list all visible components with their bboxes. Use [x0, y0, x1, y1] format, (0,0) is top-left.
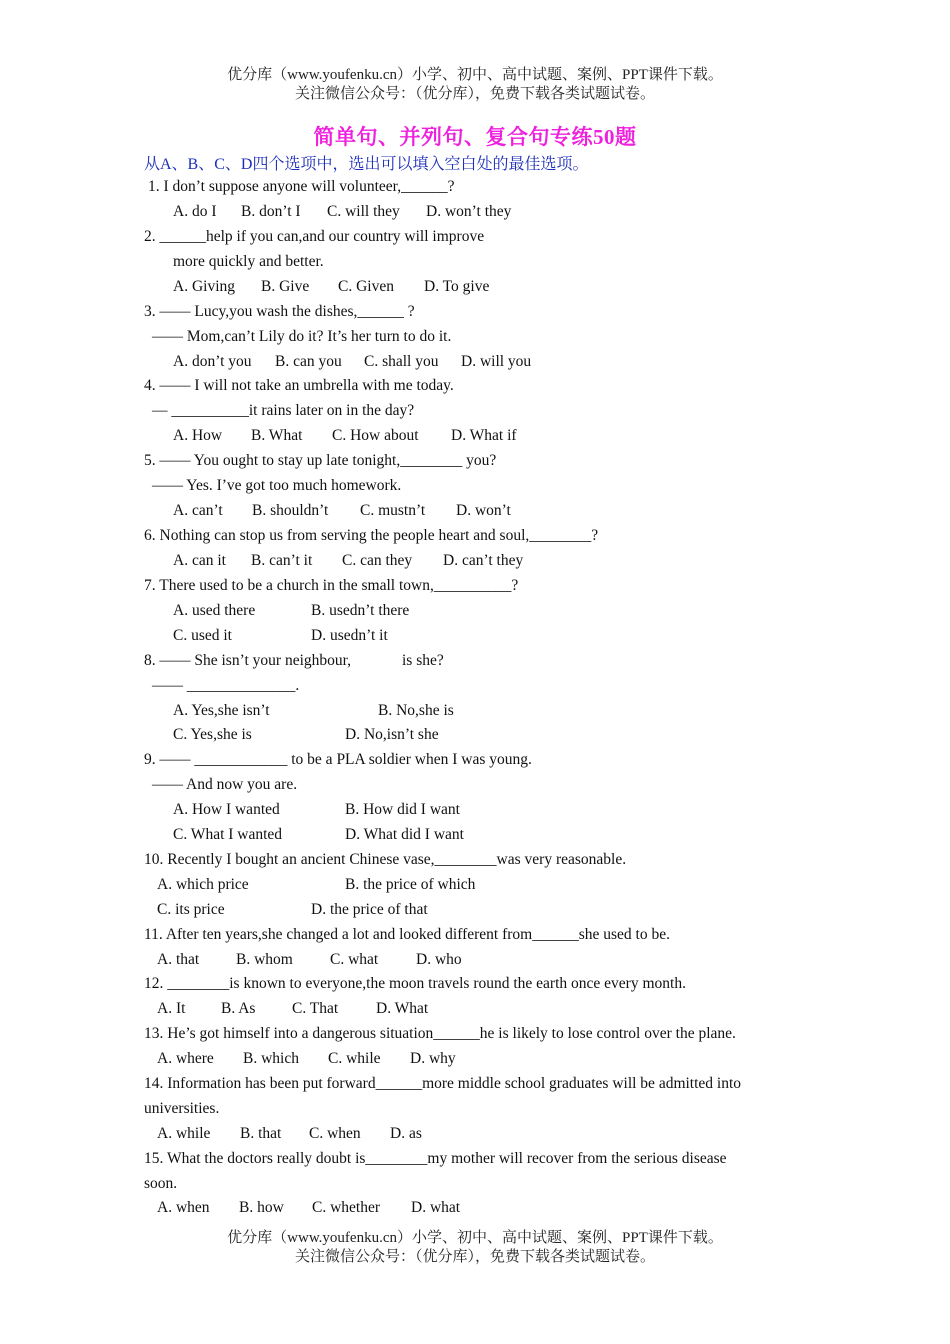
option: B. can you [275, 353, 342, 370]
option: A. while [157, 1125, 211, 1142]
option: C. Given [338, 278, 394, 295]
question-stem: 3. —— Lucy,you wash the dishes,______ ? [144, 303, 415, 320]
option: C. What I wanted [173, 826, 283, 843]
question-stem: 6. Nothing can stop us from serving the people heart and soul,________? [144, 527, 599, 544]
question-stem-continued: more quickly and better. [173, 253, 324, 270]
option: B. whom [236, 951, 293, 968]
option: D. what [411, 1199, 461, 1216]
option: C. Yes,she is [173, 726, 252, 743]
question-stem-continued: soon. [144, 1175, 178, 1192]
option: D. the price of that [311, 901, 428, 918]
option: A. How [173, 427, 223, 444]
instructions: 从A、B、C、D四个选项中，选出可以填入空白处的最佳选项。 [144, 156, 589, 173]
question-stem: 15. What the doctors really doubt is________my mother will recover from the serious disease [144, 1150, 727, 1167]
question-stem: 4. —— I will not take an umbrella with me today. [144, 377, 454, 394]
option: D. will you [461, 353, 532, 370]
option: B. No,she is [378, 702, 454, 719]
option: A. can it [173, 552, 226, 569]
question-stem: 11. After ten years,she changed a lot and looked different from______she used to be. [144, 926, 670, 943]
option: D. as [390, 1125, 422, 1142]
header-line-2: 关注微信公众号：（优分库），免费下载各类试题试卷。 [294, 86, 655, 102]
option: D. No,isn’t she [345, 726, 439, 743]
option: A. don’t you [173, 353, 252, 370]
option: C. while [328, 1050, 381, 1067]
question-stem-continued: universities. [144, 1100, 220, 1117]
option: B. can’t it [251, 552, 313, 569]
option: A. can’t [173, 502, 223, 519]
footer-line-1: 优分库（www.youfenku.cn）小学、初中、高中试题、案例、PPT课件下载。 [227, 1230, 723, 1246]
dialogue-reply: — __________it rains later on in the day? [152, 402, 415, 419]
option: D. why [410, 1050, 456, 1067]
option: C. shall you [364, 353, 439, 370]
option: B. How did I want [345, 801, 460, 818]
option: C. used it [173, 627, 232, 644]
option: D. To give [424, 278, 490, 295]
option: D. who [416, 951, 462, 968]
option: B. What [251, 427, 303, 444]
page-footer [0, 1229, 950, 1267]
option: A. where [157, 1050, 214, 1067]
header-line-1: 优分库（www.youfenku.cn）小学、初中、高中试题、案例、PPT课件下载。 [227, 67, 723, 83]
option: A. How I wanted [173, 801, 280, 818]
option: D. won’t they [426, 203, 512, 220]
option: C. whether [312, 1199, 381, 1216]
option: B. shouldn’t [252, 502, 329, 519]
option: D. What if [451, 427, 517, 444]
option: A. when [157, 1199, 210, 1216]
option: D. won’t [456, 502, 511, 519]
option: C. what [330, 951, 379, 968]
option: A. which price [157, 876, 249, 893]
option: A. Giving [173, 278, 235, 295]
question-stem-tag: is she? [402, 652, 444, 669]
question-stem: 14. Information has been put forward______more middle school graduates will be admitted into [144, 1075, 742, 1092]
dialogue-reply: —— Mom,can’t Lily do it? It’s her turn to do it. [152, 328, 452, 345]
option: C. will they [327, 203, 400, 220]
option: B. As [221, 1000, 256, 1017]
question-stem: 7. There used to be a church in the small town,__________? [144, 577, 519, 594]
question-stem: 2. ______help if you can,and our country will improve [144, 228, 485, 245]
option: A. Yes,she isn’t [173, 702, 270, 719]
option: B. which [243, 1050, 299, 1067]
question-stem: 1. I don’t suppose anyone will volunteer,______? [148, 178, 455, 195]
option: B. don’t I [241, 203, 301, 220]
question-stem: 8. —— She isn’t your neighbour, [144, 652, 352, 669]
option: A. that [157, 951, 200, 968]
option: B. usedn’t there [311, 602, 410, 619]
option: C. can they [342, 552, 413, 569]
option: D. can’t they [443, 552, 524, 569]
option: D. What [376, 1000, 429, 1017]
question-stem: 12. ________is known to everyone,the moon travels round the earth once every month. [144, 975, 686, 992]
option: B. that [240, 1125, 282, 1142]
dialogue-reply: —— Yes. I’ve got too much homework. [152, 477, 402, 494]
document-title: 简单句、并列句、复合句专练50题 [313, 125, 637, 149]
option: B. Give [261, 278, 310, 295]
option: D. usedn’t it [311, 627, 388, 644]
option: A. do I [173, 203, 217, 220]
question-stem: 13. He’s got himself into a dangerous situation______he is likely to lose control over the plane. [144, 1025, 736, 1042]
question-stem: 10. Recently I bought an ancient Chinese vase,________was very reasonable. [144, 851, 627, 868]
option: C. That [292, 1000, 339, 1017]
page-header [0, 66, 950, 104]
option: C. How about [332, 427, 419, 444]
option: C. mustn’t [360, 502, 426, 519]
option: C. its price [157, 901, 225, 918]
question-stem: 5. —— You ought to stay up late tonight,________ you? [144, 452, 497, 469]
footer-line-2: 关注微信公众号：（优分库），免费下载各类试题试卷。 [294, 1249, 655, 1265]
dialogue-reply: —— And now you are. [152, 776, 298, 793]
question-stem: 9. —— ____________ to be a PLA soldier when I was young. [144, 751, 532, 768]
option: D. What did I want [345, 826, 464, 843]
option: B. the price of which [345, 876, 476, 893]
dialogue-reply: —— ______________. [152, 677, 300, 694]
option: A. It [157, 1000, 186, 1017]
option: B. how [239, 1199, 284, 1216]
option: C. when [309, 1125, 361, 1142]
option: A. used there [173, 602, 256, 619]
